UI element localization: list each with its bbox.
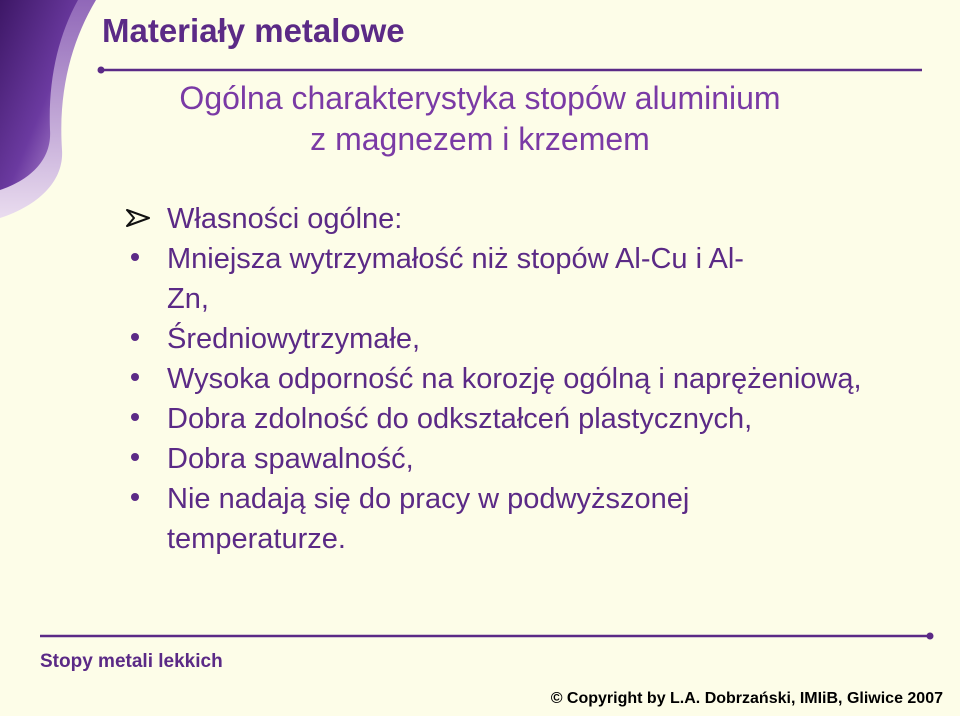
list-item-text: Dobra zdolność do odkształceń plastycznych, — [167, 403, 753, 435]
bullet-dot-icon — [125, 439, 165, 479]
footer-course-title: Stopy metali lekkich — [40, 651, 223, 672]
list-item — [125, 439, 945, 479]
bullet-dot-icon — [125, 239, 165, 279]
footer-copyright: © Copyright by L.A. Dobrzański, IMIiB, Gliwice 2007 — [550, 690, 943, 707]
slide-title — [100, 78, 860, 160]
arrow-outline-icon — [125, 199, 165, 239]
slide-title-line-1: Ogólna charakterystyka stopów aluminium — [179, 80, 781, 116]
list-heading — [125, 199, 945, 239]
list-heading-text: Własności ogólne: — [167, 203, 403, 235]
header-title: Materiały metalowe — [102, 12, 405, 49]
properties-list — [125, 199, 945, 559]
bullet-dot-icon — [125, 399, 165, 439]
bullet-dot-icon — [125, 319, 165, 359]
list-item-text: Wysoka odporność na korozję ogólną i naprężeniową, — [167, 363, 862, 395]
bottom-divider — [40, 628, 936, 638]
bullet-dot-icon — [125, 359, 165, 399]
list-item-text: Dobra spawalność, — [167, 443, 414, 475]
bullet-dot-icon — [125, 479, 165, 519]
list-item — [125, 319, 945, 359]
list-item — [125, 359, 945, 399]
list-item-text: Nie nadają się do pracy w podwyższonej temperaturze. — [167, 483, 690, 555]
list-item — [125, 479, 945, 559]
slide-title-line-2: z magnezem i krzemem — [310, 121, 650, 157]
list-item — [125, 239, 945, 319]
list-item-text: Mniejsza wytrzymałość niż stopów Al-Cu i Al-Zn, — [167, 243, 744, 315]
list-item-text: Średniowytrzymałe, — [167, 323, 421, 355]
list-item — [125, 399, 945, 439]
top-divider — [96, 62, 922, 72]
